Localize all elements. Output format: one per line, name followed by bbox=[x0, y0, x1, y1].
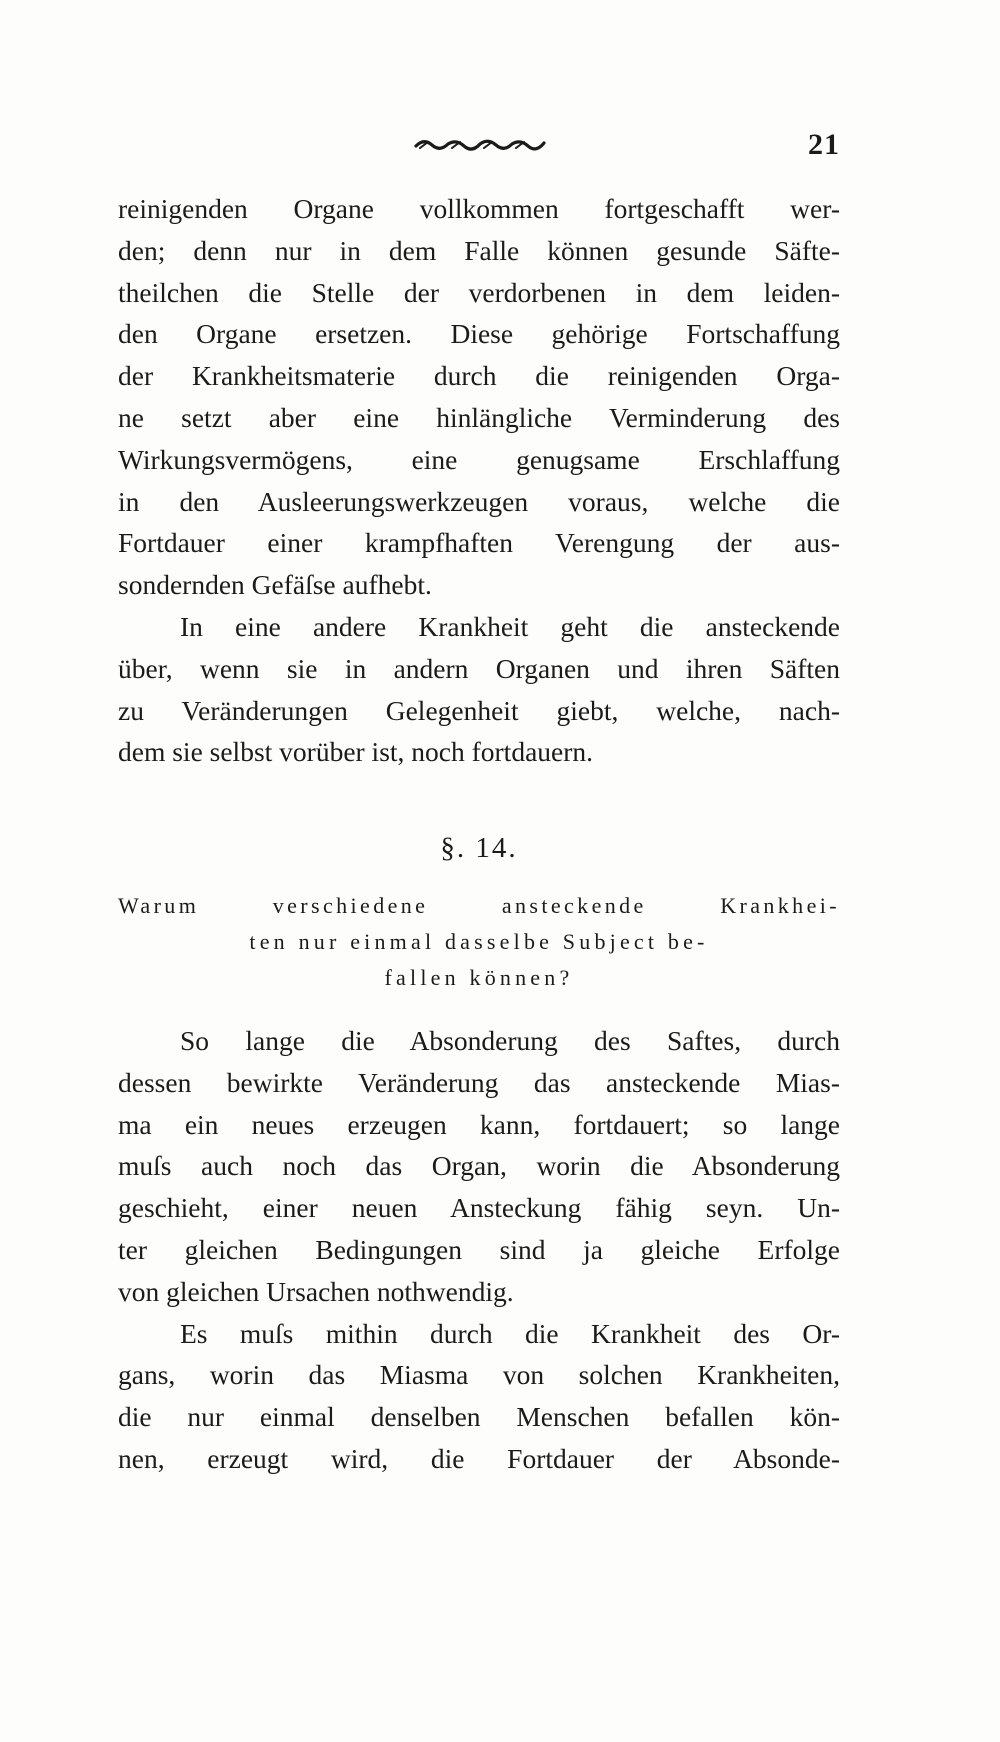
text-line: ne setzt aber eine hinlängliche Verminderung des bbox=[118, 401, 840, 433]
text-line: nen, erzeugt wird, die Fortdauer der Absonde- bbox=[118, 1442, 840, 1474]
paragraph-1 bbox=[118, 188, 840, 606]
paragraph-3 bbox=[118, 1020, 840, 1313]
ornament-rule-icon bbox=[414, 136, 546, 152]
text-line: zu Veränderungen Gelegenheit giebt, welche, nach- bbox=[118, 694, 840, 726]
text-line: über, wenn sie in andern Organen und ihren Säften bbox=[118, 652, 840, 684]
body-text-bottom bbox=[118, 1020, 840, 1480]
text-line: den Organe ersetzen. Diese gehörige Fortschaffung bbox=[118, 318, 840, 350]
text-line: Es muſs mithin durch die Krankheit des Or- bbox=[180, 1317, 840, 1349]
section-number: §. 14. bbox=[440, 832, 518, 864]
text-line: sondernden Gefäſse aufhebt. bbox=[118, 569, 432, 601]
page-number: 21 bbox=[808, 128, 840, 161]
section-title bbox=[118, 888, 840, 996]
text-line: dessen bewirkte Veränderung das ansteckende Mias- bbox=[118, 1066, 840, 1098]
text-line: In eine andere Krankheit geht die ansteckende bbox=[180, 610, 840, 642]
paragraph-4 bbox=[118, 1313, 840, 1480]
text-line: die nur einmal denselben Menschen befallen kön- bbox=[118, 1401, 840, 1433]
section-title-line: Warum verschiedene ansteckende Krankhei- bbox=[118, 893, 840, 918]
text-line: den; denn nur in dem Falle können gesunde Säfte- bbox=[118, 234, 840, 266]
text-line: der Krankheitsmaterie durch die reinigenden Orga- bbox=[118, 360, 840, 392]
text-line: dem sie selbst vorüber ist, noch fortdauern. bbox=[118, 736, 594, 768]
text-line: So lange die Absonderung des Saftes, durch bbox=[180, 1025, 840, 1056]
text-line: ter gleichen Bedingungen sind ja gleiche Erfolge bbox=[118, 1233, 840, 1265]
text-line: gans, worin das Miasma von solchen Krankheiten, bbox=[118, 1359, 840, 1391]
text-line: Wirkungsvermögens, eine genugsame Erschlaffung bbox=[118, 443, 840, 475]
text-line: geschieht, einer neuen Ansteckung fähig seyn. Un- bbox=[118, 1192, 840, 1224]
text-line: von gleichen Ursachen nothwendig. bbox=[118, 1275, 514, 1307]
section-title-line: fallen können? bbox=[384, 965, 574, 990]
text-line: reinigenden Organe vollkommen fortgeschafft wer- bbox=[118, 193, 840, 224]
text-line: muſs auch noch das Organ, worin die Absonderung bbox=[118, 1150, 840, 1182]
page-header bbox=[118, 128, 840, 168]
paragraph-2 bbox=[118, 606, 840, 773]
text-line: ma ein neues erzeugen kann, fortdauert; so lange bbox=[118, 1108, 840, 1140]
section-title-line: ten nur einmal dasselbe Subject be- bbox=[249, 929, 709, 954]
text-line: Fortdauer einer krampfhaften Verengung der aus- bbox=[118, 527, 840, 559]
body-text-top bbox=[118, 188, 840, 773]
text-line: theilchen die Stelle der verdorbenen in dem leiden- bbox=[118, 276, 840, 308]
text-line: in den Ausleerungswerkzeugen voraus, welche die bbox=[118, 485, 840, 517]
